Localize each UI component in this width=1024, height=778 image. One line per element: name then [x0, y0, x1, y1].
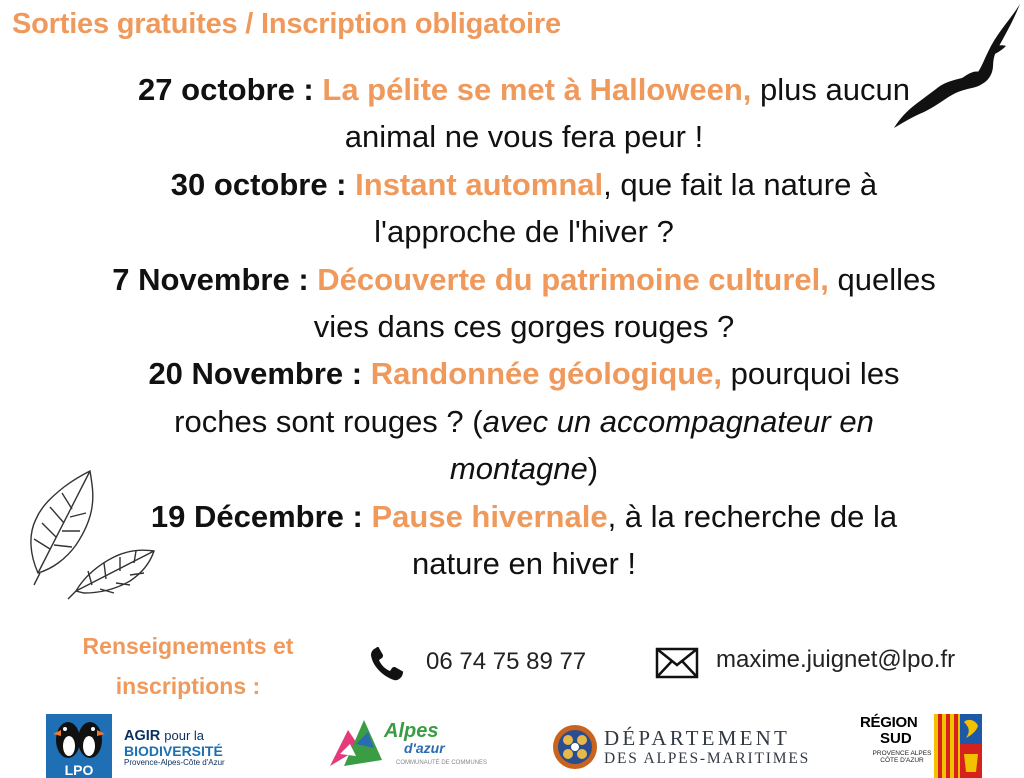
- contact-label: Renseignements et inscriptions :: [82, 633, 294, 699]
- region-sud-flag-icon: [934, 714, 982, 778]
- region-sud-logo-caption: PROVENCE ALPES CÔTE D'AZUR: [872, 750, 932, 764]
- email-address[interactable]: maxime.juignet@lpo.fr: [716, 646, 956, 673]
- region-sud-logo-text: RÉGION: [860, 714, 918, 731]
- alpes-azur-tagline: COMMUNAUTÉ DE COMMUNES: [396, 760, 487, 766]
- departement-logo-subtext: DES ALPES-MARITIMES: [604, 750, 811, 767]
- autumn-leaves-icon: [20, 465, 170, 625]
- departement-logo-text: DÉPARTEMENT: [604, 726, 791, 750]
- lpo-puffin-logo-icon: [46, 714, 112, 778]
- region-sud-logo-subtext: SUD: [880, 730, 912, 747]
- svg-text:LPO: LPO: [64, 762, 94, 778]
- phone-number[interactable]: 06 74 75 89 77: [426, 648, 587, 675]
- event-item: 30 octobre : Instant automnal, que fait la nature à l'approche de l'hiver ?: [170, 166, 878, 250]
- alpes-azur-logo-text: Alpes: [384, 720, 439, 742]
- envelope-icon: [655, 647, 699, 679]
- phone-icon: [368, 645, 406, 683]
- page-title: Sorties gratuites / Inscription obligatoire: [12, 8, 561, 40]
- event-item: 19 Décembre : Pause hivernale, à la recherche de la nature en hiver !: [150, 498, 898, 582]
- event-item: 20 Novembre : Randonnée géologique, pourquoi les roches sont rouges ? (avec un accompagnateur en montagne): [148, 356, 900, 487]
- alpes-azur-logo-subtext: d'azur: [404, 740, 445, 756]
- event-item: 7 Novembre : Découverte du patrimoine culturel, quelles vies dans ces gorges rouges ?: [112, 261, 936, 345]
- departement-logo-icon: [552, 724, 598, 770]
- event-list: [110, 66, 938, 587]
- event-item: 27 octobre : La pélite se met à Halloween, plus aucun animal ne vous fera peur !: [138, 72, 910, 155]
- lpo-logo-text: AGIR pour la BIODIVERSITÉ Provence-Alpes-Côte d'Azur: [124, 728, 225, 767]
